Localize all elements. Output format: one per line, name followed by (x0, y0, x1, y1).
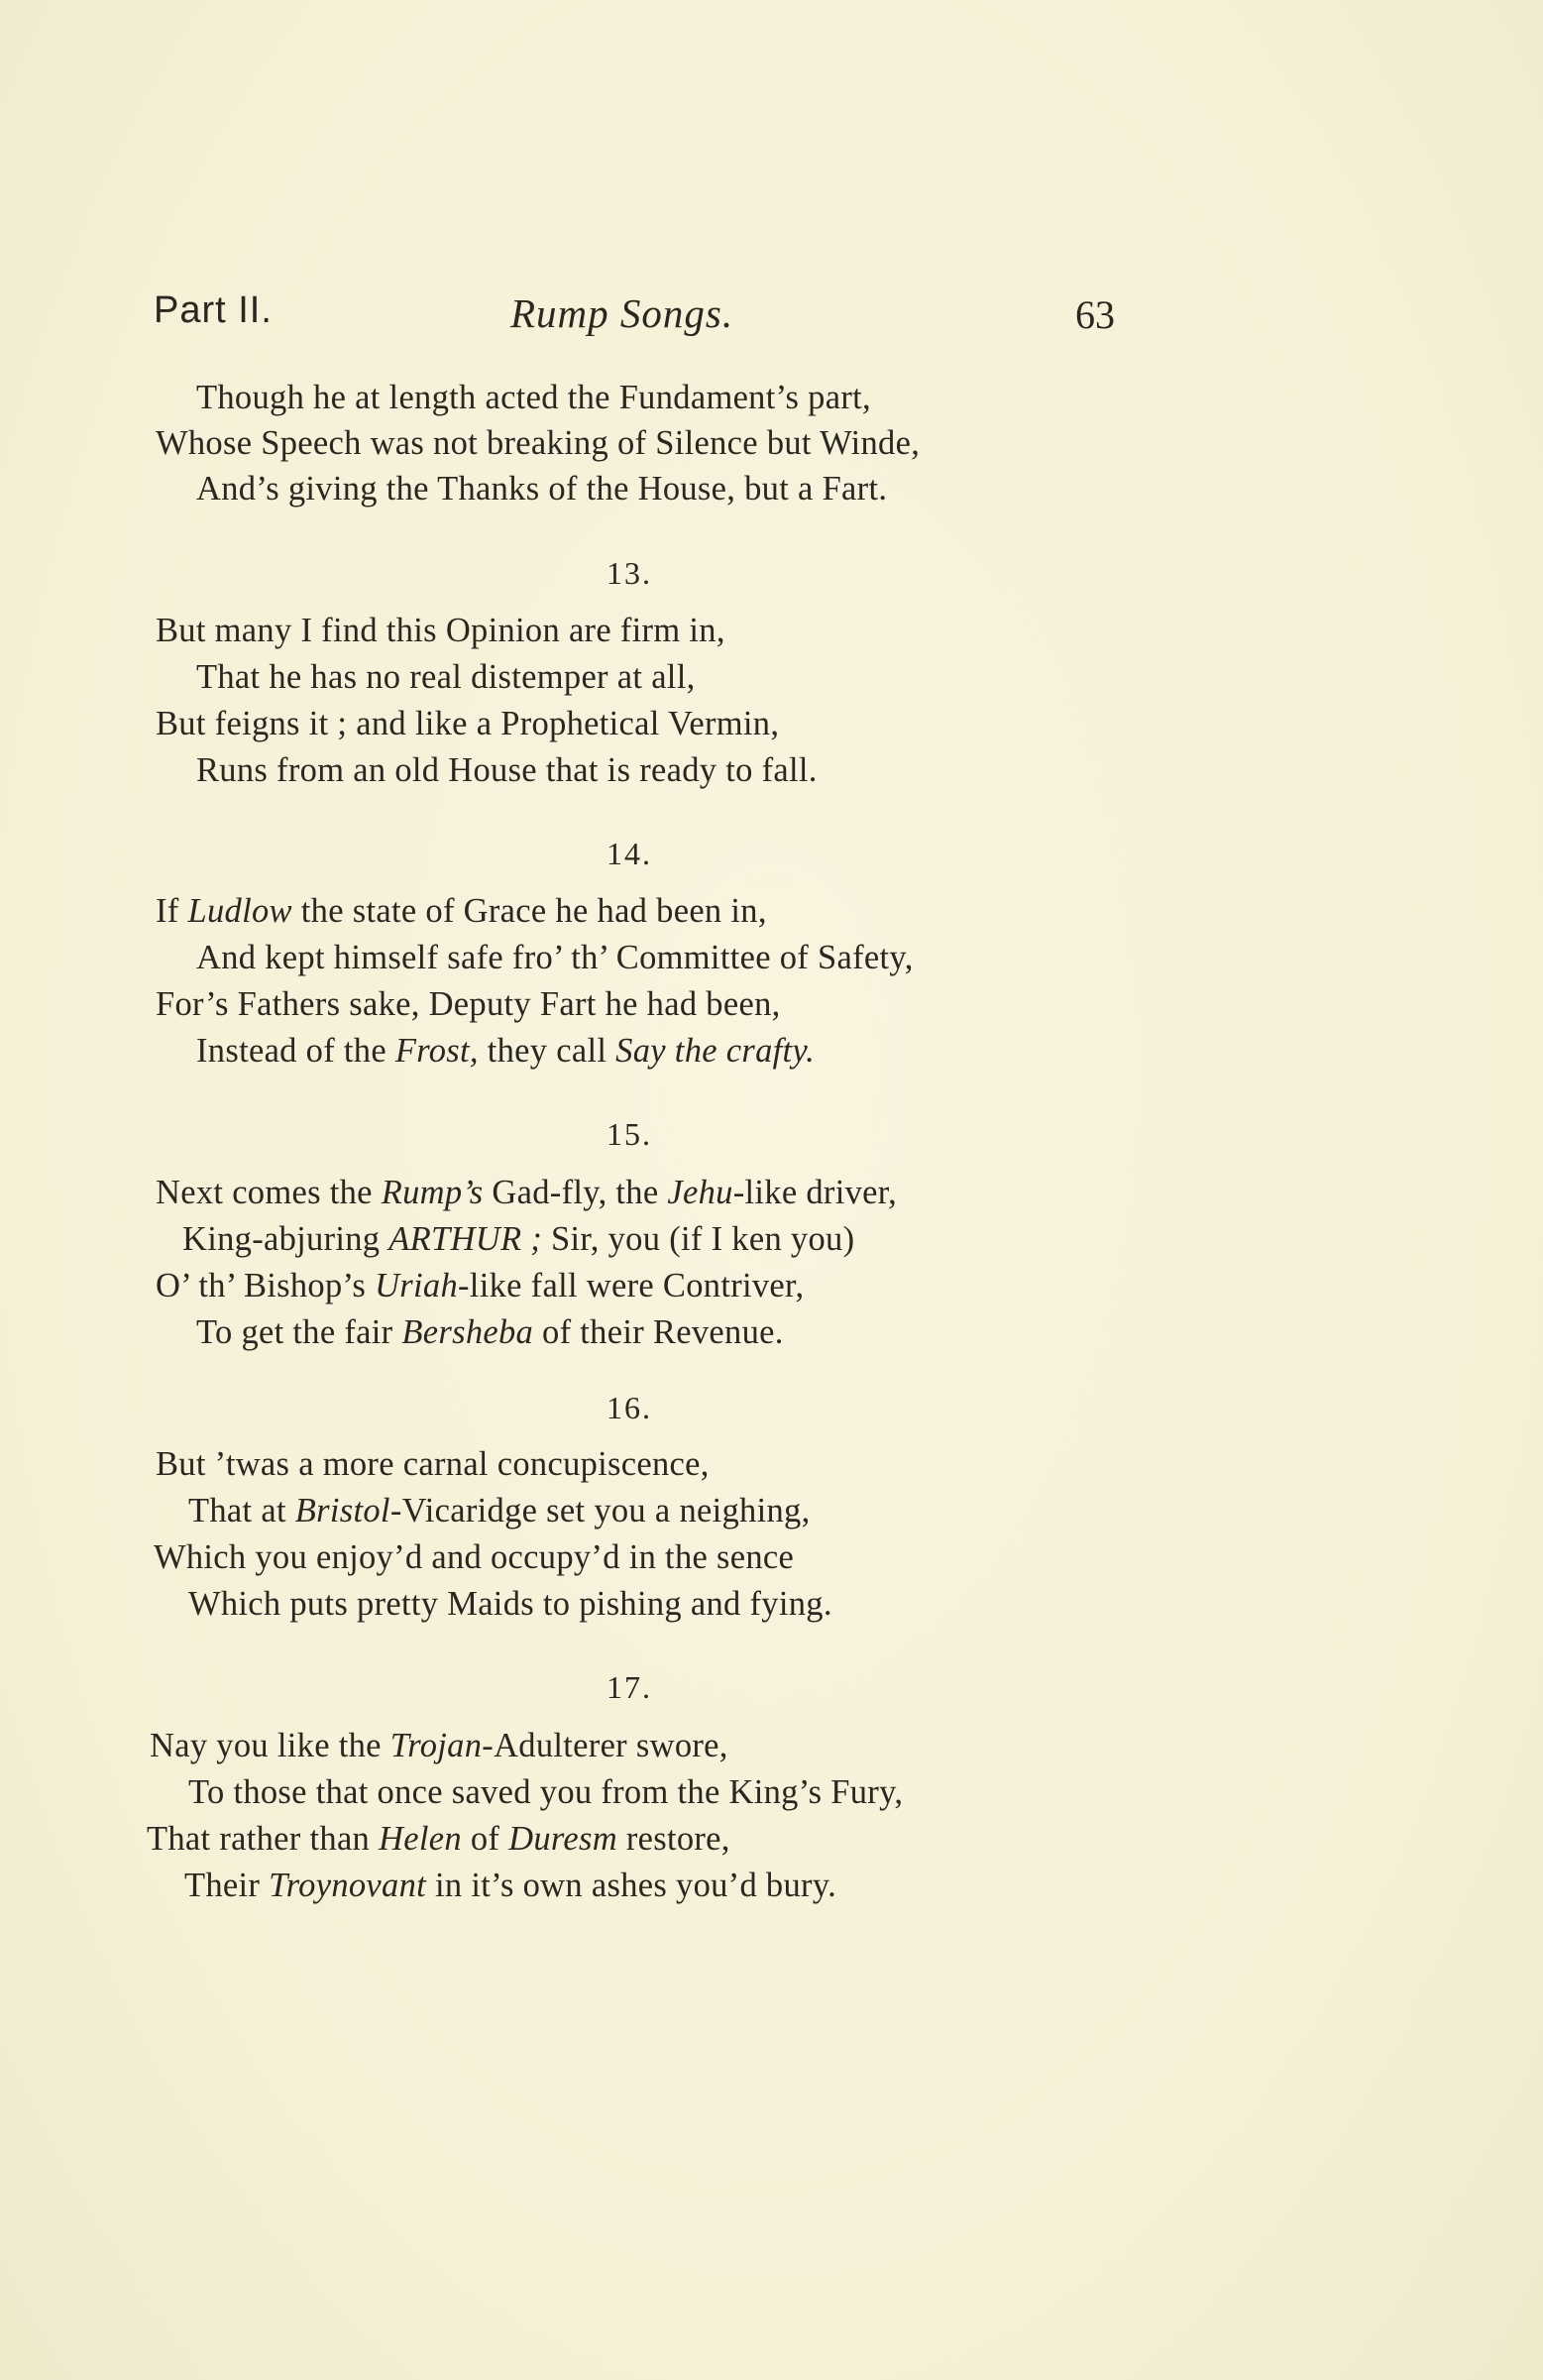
running-title: Rump Songs. (510, 290, 734, 336)
verse-line: For’s Fathers sake, Deputy Fart he had been, (156, 985, 781, 1023)
verse-line: O’ th’ Bishop’s Uriah-like fall were Contriver, (156, 1267, 805, 1304)
part-label: Part II. (154, 289, 273, 331)
verse-line: To those that once saved you from the King’s Fury, (188, 1773, 904, 1811)
verse-line: But ’twas a more carnal concupiscence, (156, 1445, 710, 1483)
page-number: 63 (1075, 292, 1115, 337)
verse-line: If Ludlow the state of Grace he had been in, (156, 892, 767, 930)
verse-line: And kept himself safe fro’ th’ Committee of Safety, (196, 939, 914, 976)
verse-line: Next comes the Rump’s Gad-fly, the Jehu-like driver, (156, 1174, 898, 1211)
stanza-number: 17. (606, 1669, 652, 1705)
verse-line: Though he at length acted the Fundament’s part, (196, 379, 871, 416)
verse-line: Nay you like the Trojan-Adulterer swore, (150, 1727, 728, 1764)
stanza-number: 14. (606, 836, 652, 871)
verse-line: Instead of the Frost, they call Say the crafty. (196, 1032, 816, 1070)
verse-line: But feigns it ; and like a Prophetical Vermin, (156, 705, 780, 742)
verse-line: Runs from an old House that is ready to fall. (196, 751, 818, 789)
verse-line: Which puts pretty Maids to pishing and fying. (188, 1585, 832, 1623)
verse-line: Which you enjoy’d and occupy’d in the sence (154, 1538, 795, 1576)
verse-line: And’s giving the Thanks of the House, but a Fart. (196, 470, 888, 508)
stanza-number: 16. (606, 1390, 652, 1425)
stanza-number: 15. (606, 1116, 652, 1152)
verse-line: King-abjuring ARTHUR ; Sir, you (if I ken you) (182, 1220, 855, 1258)
verse-line: That at Bristol-Vicaridge set you a neighing, (188, 1492, 811, 1530)
verse-line: To get the fair Bersheba of their Revenue. (196, 1313, 784, 1351)
verse-line: Whose Speech was not breaking of Silence but Winde, (156, 424, 921, 462)
running-header (154, 289, 1115, 359)
stanza-number: 13. (606, 555, 652, 591)
verse-line: That he has no real distemper at all, (196, 658, 696, 696)
verse-line: That rather than Helen of Duresm restore, (147, 1820, 730, 1858)
verse-line: But many I find this Opinion are firm in, (156, 612, 725, 649)
verse-line: Their Troynovant in it’s own ashes you’d bury. (184, 1867, 837, 1904)
